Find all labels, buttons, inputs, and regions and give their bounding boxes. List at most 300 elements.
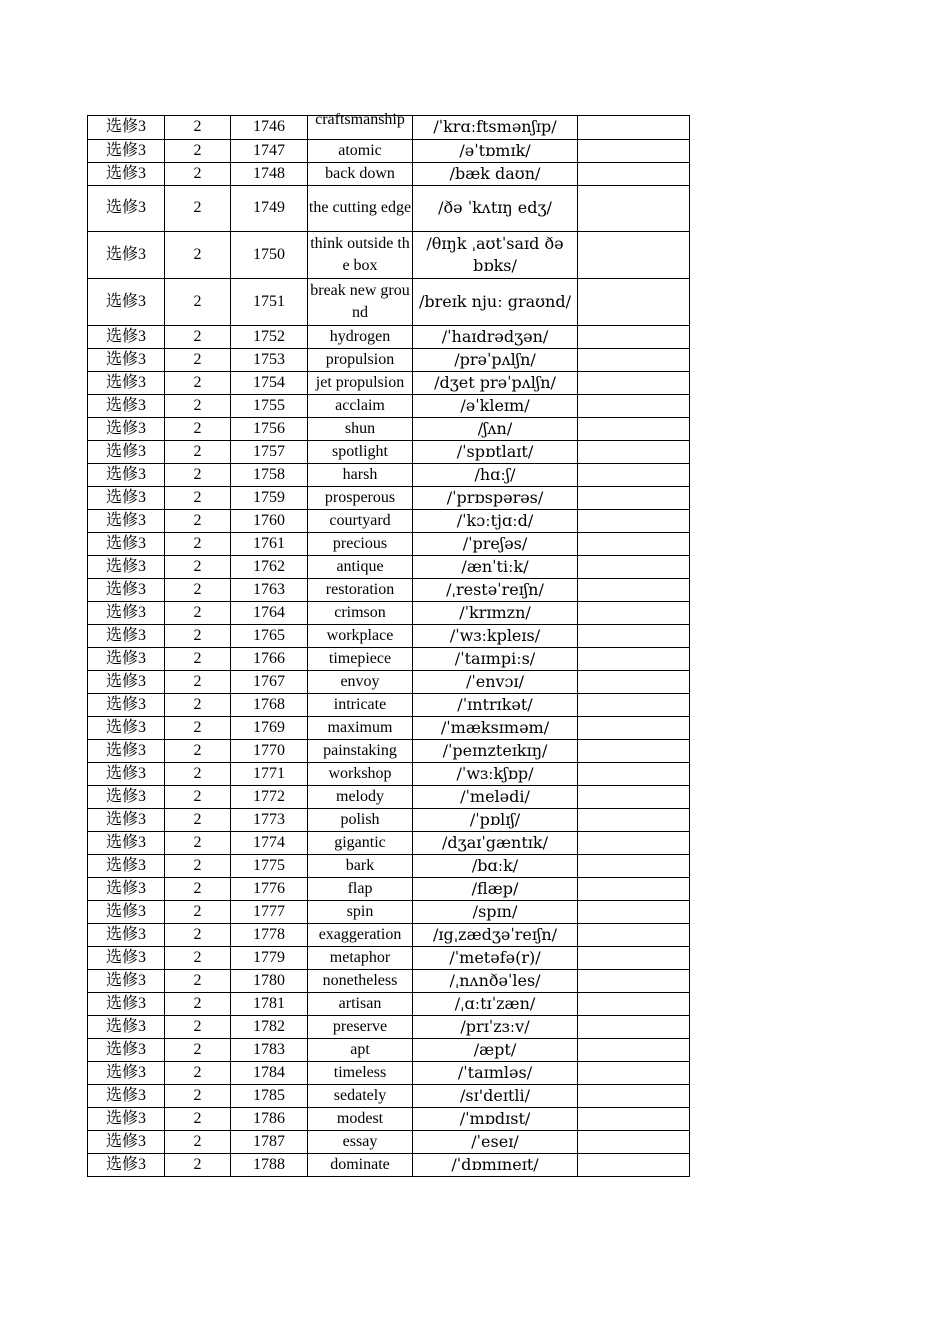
cell-unit: 2 xyxy=(165,417,231,440)
cell-blank xyxy=(578,762,690,785)
cell-module: 选修3 xyxy=(88,532,165,555)
cell-number: 1765 xyxy=(231,624,308,647)
cell-phonetic: /ˈwɜːkpleɪs/ xyxy=(413,624,578,647)
cell-word: preserve xyxy=(308,1015,413,1038)
cell-number: 1786 xyxy=(231,1107,308,1130)
cell-module: 选修3 xyxy=(88,693,165,716)
cell-phonetic: /prəˈpʌlʃn/ xyxy=(413,348,578,371)
cell-number: 1758 xyxy=(231,463,308,486)
cell-word: melody xyxy=(308,785,413,808)
cell-blank xyxy=(578,601,690,624)
cell-module: 选修3 xyxy=(88,647,165,670)
cell-word: break new ground xyxy=(308,279,413,326)
cell-number: 1768 xyxy=(231,693,308,716)
cell-module: 选修3 xyxy=(88,969,165,992)
cell-number: 1753 xyxy=(231,348,308,371)
cell-module: 选修3 xyxy=(88,854,165,877)
cell-number: 1778 xyxy=(231,923,308,946)
cell-blank xyxy=(578,1061,690,1084)
cell-blank xyxy=(578,578,690,601)
cell-module: 选修3 xyxy=(88,624,165,647)
cell-number: 1784 xyxy=(231,1061,308,1084)
cell-word: workplace xyxy=(308,624,413,647)
cell-module: 选修3 xyxy=(88,1015,165,1038)
cell-number: 1775 xyxy=(231,854,308,877)
cell-module: 选修3 xyxy=(88,831,165,854)
table-row xyxy=(88,371,690,394)
cell-word: spin xyxy=(308,900,413,923)
cell-number: 1780 xyxy=(231,969,308,992)
cell-module: 选修3 xyxy=(88,417,165,440)
cell-module: 选修3 xyxy=(88,785,165,808)
cell-unit: 2 xyxy=(165,116,231,140)
cell-module: 选修3 xyxy=(88,325,165,348)
cell-unit: 2 xyxy=(165,762,231,785)
cell-word: exaggeration xyxy=(308,923,413,946)
cell-phonetic: /əˈtɒmɪk/ xyxy=(413,139,578,162)
cell-module: 选修3 xyxy=(88,1107,165,1130)
table-row xyxy=(88,463,690,486)
cell-number: 1779 xyxy=(231,946,308,969)
cell-blank xyxy=(578,232,690,279)
cell-number: 1785 xyxy=(231,1084,308,1107)
cell-blank xyxy=(578,394,690,417)
cell-blank xyxy=(578,279,690,326)
cell-module: 选修3 xyxy=(88,232,165,279)
cell-unit: 2 xyxy=(165,601,231,624)
cell-phonetic: /ˌnʌnðəˈles/ xyxy=(413,969,578,992)
cell-word: metaphor xyxy=(308,946,413,969)
cell-phonetic: /ˈwɜːkʃɒp/ xyxy=(413,762,578,785)
cell-blank xyxy=(578,1153,690,1176)
table-row xyxy=(88,624,690,647)
table-row xyxy=(88,1038,690,1061)
cell-unit: 2 xyxy=(165,923,231,946)
cell-word: think outside the box xyxy=(308,232,413,279)
cell-phonetic: /prɪˈzɜːv/ xyxy=(413,1015,578,1038)
cell-word: polish xyxy=(308,808,413,831)
cell-blank xyxy=(578,486,690,509)
cell-unit: 2 xyxy=(165,647,231,670)
cell-number: 1748 xyxy=(231,162,308,185)
cell-word: the cutting edge xyxy=(308,185,413,232)
cell-module: 选修3 xyxy=(88,946,165,969)
cell-word: artisan xyxy=(308,992,413,1015)
cell-word: acclaim xyxy=(308,394,413,417)
cell-module: 选修3 xyxy=(88,739,165,762)
cell-phonetic: /ˈkrɑːftsmənʃɪp/ xyxy=(413,116,578,140)
cell-phonetic: /ðə ˈkʌtɪŋ edʒ/ xyxy=(413,185,578,232)
table-row xyxy=(88,1153,690,1176)
cell-blank xyxy=(578,185,690,232)
table-row xyxy=(88,946,690,969)
cell-word: envoy xyxy=(308,670,413,693)
cell-module: 选修3 xyxy=(88,486,165,509)
cell-phonetic: /ˈenvɔɪ/ xyxy=(413,670,578,693)
cell-word: gigantic xyxy=(308,831,413,854)
cell-blank xyxy=(578,371,690,394)
cell-module: 选修3 xyxy=(88,139,165,162)
cell-blank xyxy=(578,693,690,716)
cell-phonetic: /ˈmelədi/ xyxy=(413,785,578,808)
cell-module: 选修3 xyxy=(88,394,165,417)
cell-phonetic: /flæp/ xyxy=(413,877,578,900)
cell-number: 1772 xyxy=(231,785,308,808)
cell-phonetic: /ænˈtiːk/ xyxy=(413,555,578,578)
cell-unit: 2 xyxy=(165,877,231,900)
table-row xyxy=(88,900,690,923)
cell-blank xyxy=(578,1107,690,1130)
cell-blank xyxy=(578,716,690,739)
cell-word: hydrogen xyxy=(308,325,413,348)
cell-word: harsh xyxy=(308,463,413,486)
cell-phonetic: /dʒet prəˈpʌlʃn/ xyxy=(413,371,578,394)
cell-unit: 2 xyxy=(165,394,231,417)
cell-number: 1754 xyxy=(231,371,308,394)
cell-blank xyxy=(578,440,690,463)
cell-unit: 2 xyxy=(165,1084,231,1107)
cell-number: 1764 xyxy=(231,601,308,624)
cell-word: shun xyxy=(308,417,413,440)
cell-module: 选修3 xyxy=(88,509,165,532)
cell-module: 选修3 xyxy=(88,440,165,463)
cell-unit: 2 xyxy=(165,555,231,578)
cell-blank xyxy=(578,854,690,877)
cell-unit: 2 xyxy=(165,1015,231,1038)
cell-module: 选修3 xyxy=(88,1153,165,1176)
cell-blank xyxy=(578,877,690,900)
cell-number: 1787 xyxy=(231,1130,308,1153)
cell-phonetic: /hɑːʃ/ xyxy=(413,463,578,486)
cell-number: 1781 xyxy=(231,992,308,1015)
cell-word: craftsmanship xyxy=(308,116,413,140)
cell-unit: 2 xyxy=(165,578,231,601)
cell-unit: 2 xyxy=(165,279,231,326)
table-row xyxy=(88,647,690,670)
table-row xyxy=(88,1061,690,1084)
table-row xyxy=(88,1107,690,1130)
table-row xyxy=(88,555,690,578)
cell-phonetic: /spɪn/ xyxy=(413,900,578,923)
cell-word: precious xyxy=(308,532,413,555)
cell-word: workshop xyxy=(308,762,413,785)
cell-number: 1757 xyxy=(231,440,308,463)
cell-module: 选修3 xyxy=(88,1038,165,1061)
table-row xyxy=(88,440,690,463)
table-row xyxy=(88,185,690,232)
table-row xyxy=(88,1130,690,1153)
cell-number: 1776 xyxy=(231,877,308,900)
cell-blank xyxy=(578,923,690,946)
cell-unit: 2 xyxy=(165,185,231,232)
cell-number: 1788 xyxy=(231,1153,308,1176)
cell-unit: 2 xyxy=(165,831,231,854)
table-row xyxy=(88,969,690,992)
table-row xyxy=(88,693,690,716)
cell-blank xyxy=(578,1130,690,1153)
cell-word: restoration xyxy=(308,578,413,601)
cell-module: 选修3 xyxy=(88,670,165,693)
cell-number: 1750 xyxy=(231,232,308,279)
cell-unit: 2 xyxy=(165,532,231,555)
cell-number: 1773 xyxy=(231,808,308,831)
cell-unit: 2 xyxy=(165,992,231,1015)
cell-module: 选修3 xyxy=(88,279,165,326)
cell-word: maximum xyxy=(308,716,413,739)
cell-phonetic: /dʒaɪˈgæntɪk/ xyxy=(413,831,578,854)
cell-phonetic: /θɪŋk ˌaʊtˈsaɪd ðə bɒks/ xyxy=(413,232,578,279)
cell-unit: 2 xyxy=(165,509,231,532)
cell-blank xyxy=(578,1084,690,1107)
cell-module: 选修3 xyxy=(88,1061,165,1084)
cell-unit: 2 xyxy=(165,1107,231,1130)
table-row xyxy=(88,394,690,417)
cell-module: 选修3 xyxy=(88,877,165,900)
cell-number: 1771 xyxy=(231,762,308,785)
cell-phonetic: /ˈkɔːtjɑːd/ xyxy=(413,509,578,532)
cell-word: nonetheless xyxy=(308,969,413,992)
cell-unit: 2 xyxy=(165,670,231,693)
cell-word: atomic xyxy=(308,139,413,162)
cell-word: timeless xyxy=(308,1061,413,1084)
cell-unit: 2 xyxy=(165,348,231,371)
cell-module: 选修3 xyxy=(88,762,165,785)
cell-phonetic: /ˈmetəfə(r)/ xyxy=(413,946,578,969)
cell-number: 1752 xyxy=(231,325,308,348)
cell-unit: 2 xyxy=(165,325,231,348)
cell-number: 1767 xyxy=(231,670,308,693)
cell-phonetic: /ʃʌn/ xyxy=(413,417,578,440)
cell-phonetic: /ˈpreʃəs/ xyxy=(413,532,578,555)
cell-module: 选修3 xyxy=(88,371,165,394)
cell-unit: 2 xyxy=(165,1038,231,1061)
cell-word: courtyard xyxy=(308,509,413,532)
cell-phonetic: /ˈpeɪnzteɪkɪŋ/ xyxy=(413,739,578,762)
cell-unit: 2 xyxy=(165,946,231,969)
cell-word: crimson xyxy=(308,601,413,624)
cell-unit: 2 xyxy=(165,440,231,463)
cell-word: apt xyxy=(308,1038,413,1061)
cell-blank xyxy=(578,946,690,969)
cell-word: flap xyxy=(308,877,413,900)
cell-phonetic: /ˈprɒspərəs/ xyxy=(413,486,578,509)
cell-blank xyxy=(578,139,690,162)
cell-word: dominate xyxy=(308,1153,413,1176)
vocabulary-table-body xyxy=(88,111,690,1177)
cell-number: 1746 xyxy=(231,116,308,140)
cell-number: 1774 xyxy=(231,831,308,854)
cell-module: 选修3 xyxy=(88,900,165,923)
cell-blank xyxy=(578,463,690,486)
cell-word: antique xyxy=(308,555,413,578)
table-row xyxy=(88,762,690,785)
cell-word: sedately xyxy=(308,1084,413,1107)
cell-module: 选修3 xyxy=(88,808,165,831)
cell-phonetic: /ˈtaɪmləs/ xyxy=(413,1061,578,1084)
cell-blank xyxy=(578,624,690,647)
cell-word: painstaking xyxy=(308,739,413,762)
table-row xyxy=(88,716,690,739)
table-row xyxy=(88,808,690,831)
cell-unit: 2 xyxy=(165,232,231,279)
cell-phonetic: /əˈkleɪm/ xyxy=(413,394,578,417)
cell-phonetic: /ˌrestəˈreɪʃn/ xyxy=(413,578,578,601)
cell-module: 选修3 xyxy=(88,578,165,601)
cell-unit: 2 xyxy=(165,1061,231,1084)
cell-module: 选修3 xyxy=(88,1130,165,1153)
cell-phonetic: /ˈdɒmɪneɪt/ xyxy=(413,1153,578,1176)
cell-blank xyxy=(578,739,690,762)
cell-phonetic: /breɪk njuː graʊnd/ xyxy=(413,279,578,326)
cell-number: 1755 xyxy=(231,394,308,417)
cell-blank xyxy=(578,162,690,185)
cell-unit: 2 xyxy=(165,1153,231,1176)
table-row xyxy=(88,601,690,624)
cell-blank xyxy=(578,785,690,808)
cell-word: back down xyxy=(308,162,413,185)
cell-module: 选修3 xyxy=(88,992,165,1015)
cell-unit: 2 xyxy=(165,716,231,739)
cell-module: 选修3 xyxy=(88,555,165,578)
table-row xyxy=(88,831,690,854)
cell-phonetic: /bæk daʊn/ xyxy=(413,162,578,185)
table-row xyxy=(88,325,690,348)
table-row xyxy=(88,417,690,440)
cell-number: 1783 xyxy=(231,1038,308,1061)
table-row xyxy=(88,509,690,532)
table-row xyxy=(88,116,690,140)
cell-number: 1762 xyxy=(231,555,308,578)
table-row xyxy=(88,139,690,162)
cell-number: 1749 xyxy=(231,185,308,232)
cell-phonetic: /ˈhaɪdrədʒən/ xyxy=(413,325,578,348)
table-row xyxy=(88,578,690,601)
cell-number: 1763 xyxy=(231,578,308,601)
cell-phonetic: /ˈmɒdɪst/ xyxy=(413,1107,578,1130)
cell-unit: 2 xyxy=(165,900,231,923)
cell-number: 1756 xyxy=(231,417,308,440)
cell-module: 选修3 xyxy=(88,348,165,371)
cell-blank xyxy=(578,1038,690,1061)
table-row xyxy=(88,162,690,185)
table-row xyxy=(88,992,690,1015)
cell-module: 选修3 xyxy=(88,716,165,739)
cell-unit: 2 xyxy=(165,162,231,185)
cell-module: 选修3 xyxy=(88,1084,165,1107)
vocabulary-table xyxy=(87,111,690,1177)
table-row xyxy=(88,1015,690,1038)
cell-blank xyxy=(578,116,690,140)
table-row xyxy=(88,1084,690,1107)
cell-blank xyxy=(578,647,690,670)
cell-module: 选修3 xyxy=(88,116,165,140)
cell-module: 选修3 xyxy=(88,185,165,232)
cell-module: 选修3 xyxy=(88,923,165,946)
cell-phonetic: /ˈpɒlɪʃ/ xyxy=(413,808,578,831)
cell-phonetic: /ˈtaɪmpiːs/ xyxy=(413,647,578,670)
cell-word: timepiece xyxy=(308,647,413,670)
cell-unit: 2 xyxy=(165,693,231,716)
cell-number: 1751 xyxy=(231,279,308,326)
cell-number: 1782 xyxy=(231,1015,308,1038)
cell-number: 1761 xyxy=(231,532,308,555)
table-row xyxy=(88,785,690,808)
cell-module: 选修3 xyxy=(88,463,165,486)
cell-unit: 2 xyxy=(165,854,231,877)
cell-word: essay xyxy=(308,1130,413,1153)
cell-number: 1770 xyxy=(231,739,308,762)
cell-blank xyxy=(578,1015,690,1038)
cell-blank xyxy=(578,532,690,555)
cell-unit: 2 xyxy=(165,463,231,486)
cell-unit: 2 xyxy=(165,739,231,762)
cell-phonetic: /ˌɑːtɪˈzæn/ xyxy=(413,992,578,1015)
table-row xyxy=(88,923,690,946)
cell-number: 1759 xyxy=(231,486,308,509)
table-row xyxy=(88,348,690,371)
cell-word: jet propulsion xyxy=(308,371,413,394)
cell-blank xyxy=(578,325,690,348)
cell-module: 选修3 xyxy=(88,601,165,624)
table-row xyxy=(88,279,690,326)
cell-word: bark xyxy=(308,854,413,877)
cell-unit: 2 xyxy=(165,486,231,509)
cell-blank xyxy=(578,900,690,923)
cell-phonetic: /ˈeseɪ/ xyxy=(413,1130,578,1153)
table-row xyxy=(88,739,690,762)
cell-blank xyxy=(578,509,690,532)
table-row xyxy=(88,877,690,900)
table-row xyxy=(88,232,690,279)
cell-module: 选修3 xyxy=(88,162,165,185)
cell-blank xyxy=(578,831,690,854)
cell-blank xyxy=(578,808,690,831)
cell-blank xyxy=(578,555,690,578)
cell-number: 1766 xyxy=(231,647,308,670)
cell-phonetic: /ˈmæksɪməm/ xyxy=(413,716,578,739)
cell-phonetic: /ɪgˌzædʒəˈreɪʃn/ xyxy=(413,923,578,946)
table-row xyxy=(88,532,690,555)
cell-number: 1769 xyxy=(231,716,308,739)
cell-word: intricate xyxy=(308,693,413,716)
cell-phonetic: /bɑːk/ xyxy=(413,854,578,877)
cell-word: spotlight xyxy=(308,440,413,463)
cell-phonetic: /æpt/ xyxy=(413,1038,578,1061)
cell-unit: 2 xyxy=(165,139,231,162)
cell-number: 1777 xyxy=(231,900,308,923)
cell-unit: 2 xyxy=(165,808,231,831)
cell-word: propulsion xyxy=(308,348,413,371)
cell-blank xyxy=(578,670,690,693)
table-row xyxy=(88,486,690,509)
cell-blank xyxy=(578,348,690,371)
table-row xyxy=(88,854,690,877)
cell-blank xyxy=(578,992,690,1015)
cell-phonetic: /ˈɪntrɪkət/ xyxy=(413,693,578,716)
cell-unit: 2 xyxy=(165,624,231,647)
cell-phonetic: /ˈspɒtlaɪt/ xyxy=(413,440,578,463)
cell-number: 1747 xyxy=(231,139,308,162)
cell-unit: 2 xyxy=(165,371,231,394)
cell-unit: 2 xyxy=(165,969,231,992)
cell-unit: 2 xyxy=(165,785,231,808)
cell-phonetic: /ˈkrɪmzn/ xyxy=(413,601,578,624)
cell-word: modest xyxy=(308,1107,413,1130)
cell-word: prosperous xyxy=(308,486,413,509)
table-row xyxy=(88,670,690,693)
cell-number: 1760 xyxy=(231,509,308,532)
cell-unit: 2 xyxy=(165,1130,231,1153)
